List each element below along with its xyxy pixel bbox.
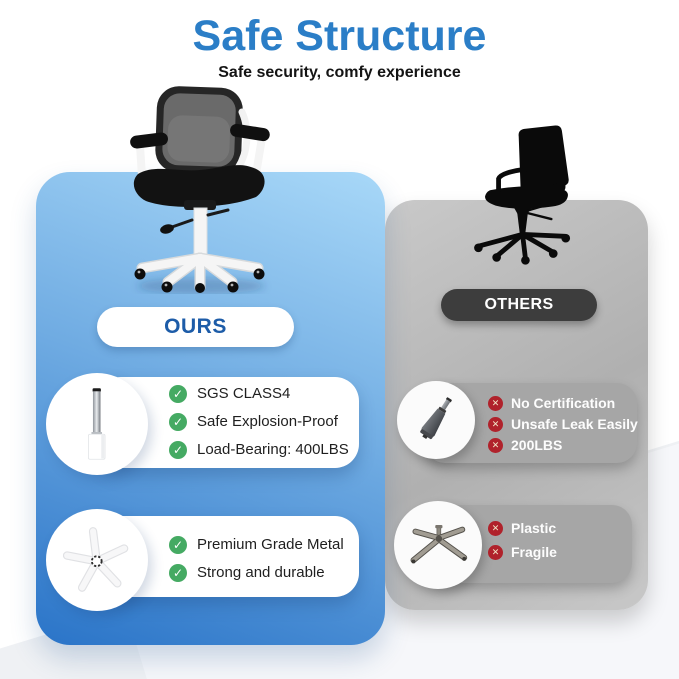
ours-gaslift-image-circle <box>46 373 148 475</box>
feature-text: Fragile <box>511 544 557 560</box>
feature-row <box>169 535 344 555</box>
feature-row <box>169 412 349 432</box>
cross-icon: ✕ <box>488 438 503 453</box>
feature-text: No Certification <box>511 395 616 411</box>
check-icon: ✓ <box>169 564 187 582</box>
feature-row <box>488 395 638 411</box>
feature-row <box>488 437 638 453</box>
others-label-pill: OTHERS <box>441 289 597 321</box>
ours-label-pill: OURS <box>97 307 294 347</box>
ours-gaslift-features <box>169 384 349 460</box>
feature-row <box>169 440 349 460</box>
feature-row <box>488 544 557 560</box>
feature-text: 200LBS <box>511 437 563 453</box>
others-chair-silhouette <box>468 125 603 267</box>
page-title: Safe Structure <box>192 12 487 60</box>
page-subtitle: Safe security, comfy experience <box>218 64 461 81</box>
cross-icon: ✕ <box>488 521 503 536</box>
check-icon: ✓ <box>169 441 187 459</box>
others-base-image-circle <box>394 501 482 589</box>
feature-text: Unsafe Leak Easily <box>511 416 638 432</box>
feature-text: Premium Grade Metal <box>197 536 344 553</box>
dark-gas-lift-image <box>407 391 465 449</box>
cross-icon: ✕ <box>488 417 503 432</box>
cross-icon: ✕ <box>488 545 503 560</box>
feature-text: Load-Bearing: 400LBS <box>197 441 349 458</box>
feature-text: SGS CLASS4 <box>197 385 291 402</box>
check-icon: ✓ <box>169 413 187 431</box>
others-gaslift-features <box>488 395 638 453</box>
feature-text: Plastic <box>511 520 557 536</box>
ours-base-image-circle <box>46 509 148 611</box>
others-base-features <box>488 520 557 560</box>
feature-row <box>169 384 349 404</box>
ours-chair-image <box>126 82 276 294</box>
feature-row <box>169 563 344 583</box>
cross-icon: ✕ <box>488 396 503 411</box>
check-icon: ✓ <box>169 385 187 403</box>
dark-metal-base-image <box>405 512 470 577</box>
ours-base-features <box>169 535 344 583</box>
others-gaslift-image-circle <box>397 381 475 459</box>
feature-text: Strong and durable <box>197 564 325 581</box>
feature-text: Safe Explosion-Proof <box>197 413 338 430</box>
feature-row <box>488 416 638 432</box>
white-gas-lift-image <box>59 386 134 461</box>
check-icon: ✓ <box>169 536 187 554</box>
feature-row <box>488 520 557 536</box>
white-five-star-base-image <box>59 522 134 597</box>
